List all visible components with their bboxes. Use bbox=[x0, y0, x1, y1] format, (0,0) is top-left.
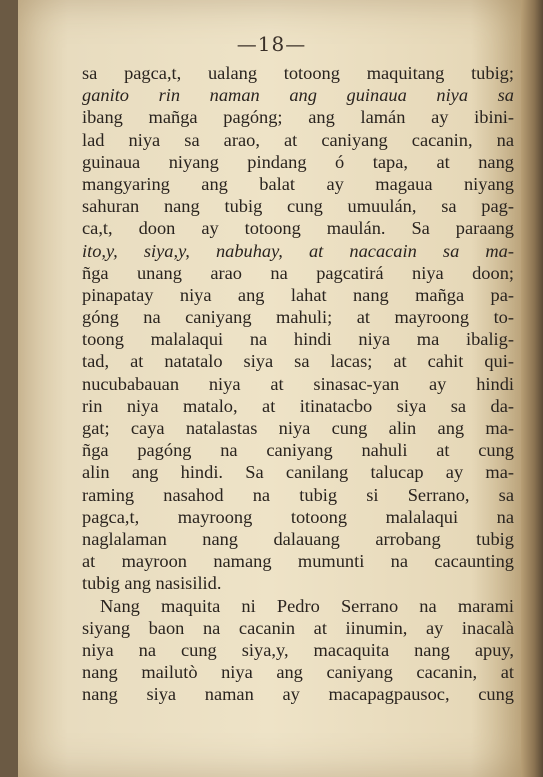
text-line: pagca,t, mayroong totoong malalaqui na bbox=[82, 506, 514, 527]
text-line: mangyaring ang balat ay magaua niyang bbox=[82, 173, 514, 194]
text-line: sa pagca,t, ualang totoong maquitang tubig; bbox=[82, 63, 514, 83]
text-line: pinapatay niya ang lahat nang mañga pa- bbox=[82, 284, 514, 305]
text-line: góng na caniyang mahuli; at mayroong to- bbox=[82, 307, 514, 328]
text-line: ñga pagóng na caniyang nahuli at cung bbox=[82, 440, 514, 461]
text-line: nang mailutò niya ang caniyang cacanin, at bbox=[82, 662, 514, 683]
text-line: toong malalaqui na hindi niya ma ibalig- bbox=[82, 329, 514, 350]
text-line: siyang baon na cacanin at iinumin, ay inacalà bbox=[82, 617, 514, 638]
text-line: Nang maquita ni Pedro Serrano na marami bbox=[100, 595, 514, 616]
text-line: at mayroon namang mumunti na cacaunting bbox=[82, 551, 514, 572]
page-body bbox=[82, 62, 514, 705]
text-line: alin ang hindi. Sa canilang talucap ay ma- bbox=[82, 462, 514, 483]
text-line: ñga unang arao na pagcatirá niya doon; bbox=[82, 262, 514, 283]
text-line: nucubabauan niya at sinasac-yan ay hindi bbox=[82, 373, 514, 394]
text-line: raming nasahod na tubig si Serrano, sa bbox=[82, 484, 514, 505]
text-line: lad niya sa arao, at caniyang cacanin, na bbox=[82, 129, 514, 150]
page-edge bbox=[521, 0, 543, 777]
text-line: gat; caya natalastas niya cung alin ang ma- bbox=[82, 418, 514, 438]
text-line: ca,t, doon ay totoong maulán. Sa paraang bbox=[82, 218, 514, 239]
text-line: tad, at natatalo siya sa lacas; at cahit qui- bbox=[82, 351, 514, 372]
text-line: ganito rin naman ang guinaua niya sa bbox=[82, 85, 514, 106]
text-line: guinaua niyang pindang ó tapa, at nang bbox=[82, 151, 514, 172]
text-line: ibang mañga pagóng; ang lamán ay ibini- bbox=[82, 107, 514, 128]
text-line: niya na cung siya,y, macaquita nang apuy, bbox=[82, 639, 514, 660]
text-line: sahuran nang tubig cung umuulán, sa pag- bbox=[82, 196, 514, 217]
text-line: rin niya matalo, at itinatacbo siya sa da- bbox=[82, 395, 514, 416]
text-line: tubig ang nasisilid. bbox=[82, 573, 222, 594]
text-line: naglalaman nang dalauang arrobang tubig bbox=[82, 528, 514, 549]
page-number: —18— bbox=[236, 32, 307, 56]
text-line: nang siya naman ay macapagpausoc, cung bbox=[82, 684, 514, 705]
text-line: ito,y, siya,y, nabuhay, at nacacain sa ma- bbox=[82, 240, 514, 261]
